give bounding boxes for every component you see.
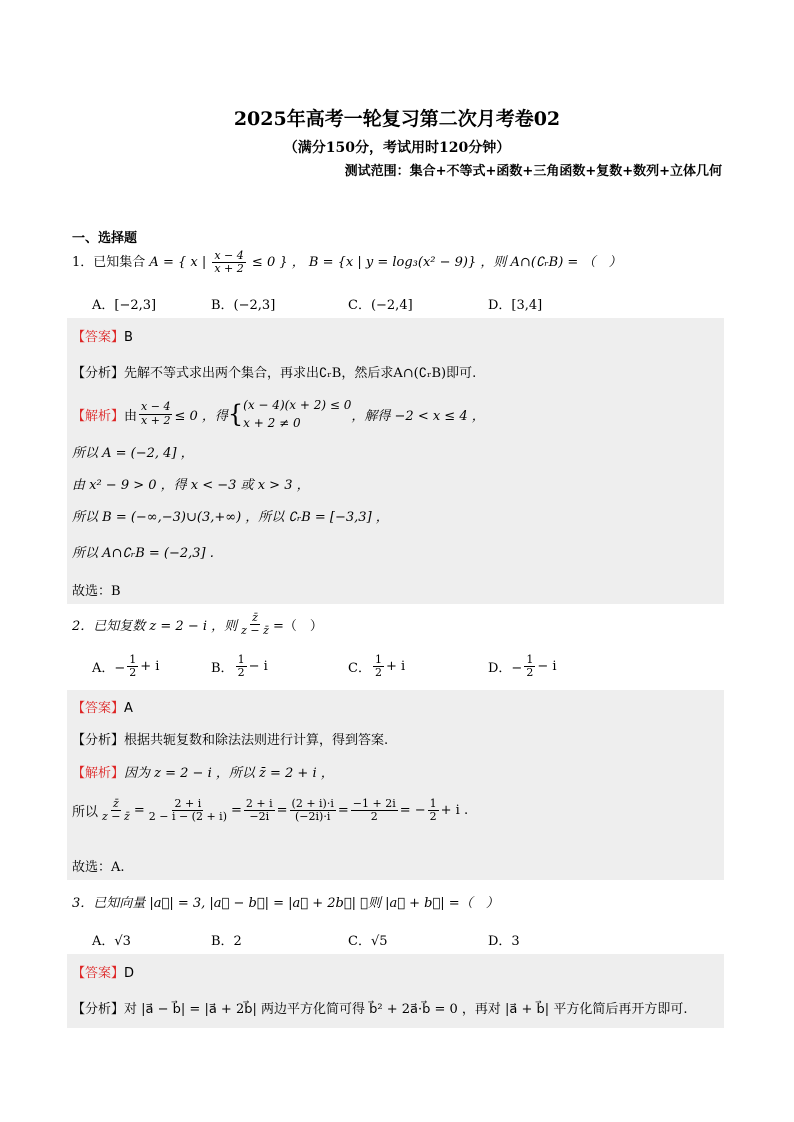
question-1-solution-box <box>67 318 724 604</box>
question-1-analysis: 【分析】先解不等式求出两个集合，再求出∁ᵣB，然后求A∩(∁ᵣB)即可. <box>72 366 477 381</box>
question-3-stem: 3．已知向量 |a⃗| = 3, |a⃗ − b⃗| = |a⃗ + 2b⃗| ，则 |a⃗ + b⃗| =（ ） <box>72 896 499 911</box>
question-2-solution-line-2: 所以 $\frac{z̄}{z - z̄}$ = $\frac{2 + i}{2 - i - (2 + i)}$ = $\frac{2 + i}{-2i}$ = $\frac{(2 + i)\cdot i}{(-2i)\cdot i}$ = $\frac{-1 + 2i}{2}$ = − $\frac{1}{2}$ + i . <box>72 797 469 824</box>
question-2-option-d[interactable]: D．− $\frac{1}{2}$ − i <box>488 653 557 680</box>
question-2-solution-box <box>67 690 724 880</box>
question-1-solution-line-4: 所以 B = (−∞,−3)∪(3,+∞) ，所以 ∁ᵣB = [−3,3] ， <box>72 510 389 525</box>
question-1-solution-line-2: 所以 A = (−2, 4] ， <box>72 446 194 461</box>
question-1-solution-line-3: 由 x² − 9 > 0 ，得 x < −3 或 x > 3 ， <box>72 478 310 493</box>
question-1-choice: 故选：B <box>72 584 121 599</box>
inequality-system: (x − 4)(x + 2) ≤ 0 x + 2 ≠ 0 <box>243 398 352 430</box>
question-3-option-a[interactable]: A．√3 <box>92 934 131 949</box>
question-3-option-d[interactable]: D．3 <box>488 934 520 949</box>
question-1-fraction: $\frac{x - 4}{x + 2}$ <box>214 249 244 276</box>
question-3-option-b[interactable]: B．2 <box>211 934 242 949</box>
exam-subtitle: （满分150分，考试用时120分钟） <box>283 140 511 156</box>
question-1-option-b[interactable]: B．(−2,3] <box>211 298 276 313</box>
left-brace: { <box>227 400 244 428</box>
question-1-solution-line-1: 【解析】 由 $\frac{x - 4}{x + 2}$ ≤ 0 ，得 { (x − 4)(x + 2) ≤ 0 x + 2 ≠ 0 ，解得 −2 < x ≤ 4 ， <box>72 398 485 430</box>
question-1-option-d[interactable]: D．[3,4] <box>488 298 543 313</box>
question-2-choice: 故选：A. <box>72 860 125 875</box>
question-1-option-a[interactable]: A．[−2,3] <box>92 298 157 313</box>
question-2-option-c[interactable]: C． $\frac{1}{2}$ + i <box>348 653 406 680</box>
question-3-option-c[interactable]: C．√5 <box>348 934 388 949</box>
question-3-analysis: 【分析】对 |a⃗ − b⃗| = |a⃗ + 2b⃗| 两边平方化简可得 b⃗² + 2a⃗·b⃗ = 0 ，再对 |a⃗ + b⃗| 平方化简后再开方即可. <box>72 1002 688 1017</box>
section-heading: 一、选择题 <box>72 231 138 246</box>
question-1-solution-line-5: 所以 A∩∁ᵣB = (−2,3] . <box>72 546 214 561</box>
question-2-option-a[interactable]: A．− $\frac{1}{2}$ + i <box>92 653 160 680</box>
exam-title: 2025年高考一轮复习第二次月考卷02 <box>233 108 561 130</box>
question-1-answer: 【答案】B <box>72 330 133 345</box>
question-2-analysis: 【分析】根据共轭复数和除法法则进行计算，得到答案. <box>72 733 389 748</box>
question-1-stem: 1．已知集合 A = { x | $\frac{x - 4}{x + 2}$ ≤ 0 } ， B = {x | y = log₃(x² − 9)} ，则 A∩(∁ᵣB) = （ ） <box>72 249 622 276</box>
question-3-answer: 【答案】D <box>72 966 135 981</box>
exam-scope: 测试范围：集合+不等式+函数+三角函数+复数+数列+立体几何 <box>344 164 722 179</box>
question-1-option-c[interactable]: C．(−2,4] <box>348 298 413 313</box>
question-2-solution-line-1: 【解析】因为 z = 2 − i ，所以 z̄ = 2 + i ， <box>72 766 334 781</box>
question-2-answer: 【答案】A <box>72 701 133 716</box>
question-2-option-b[interactable]: B． $\frac{1}{2}$ − i <box>211 653 268 680</box>
question-2-stem: 2．已知复数 z = 2 − i ，则 $\frac{z̄}{z - z̄}$ =（ ） <box>72 611 323 638</box>
